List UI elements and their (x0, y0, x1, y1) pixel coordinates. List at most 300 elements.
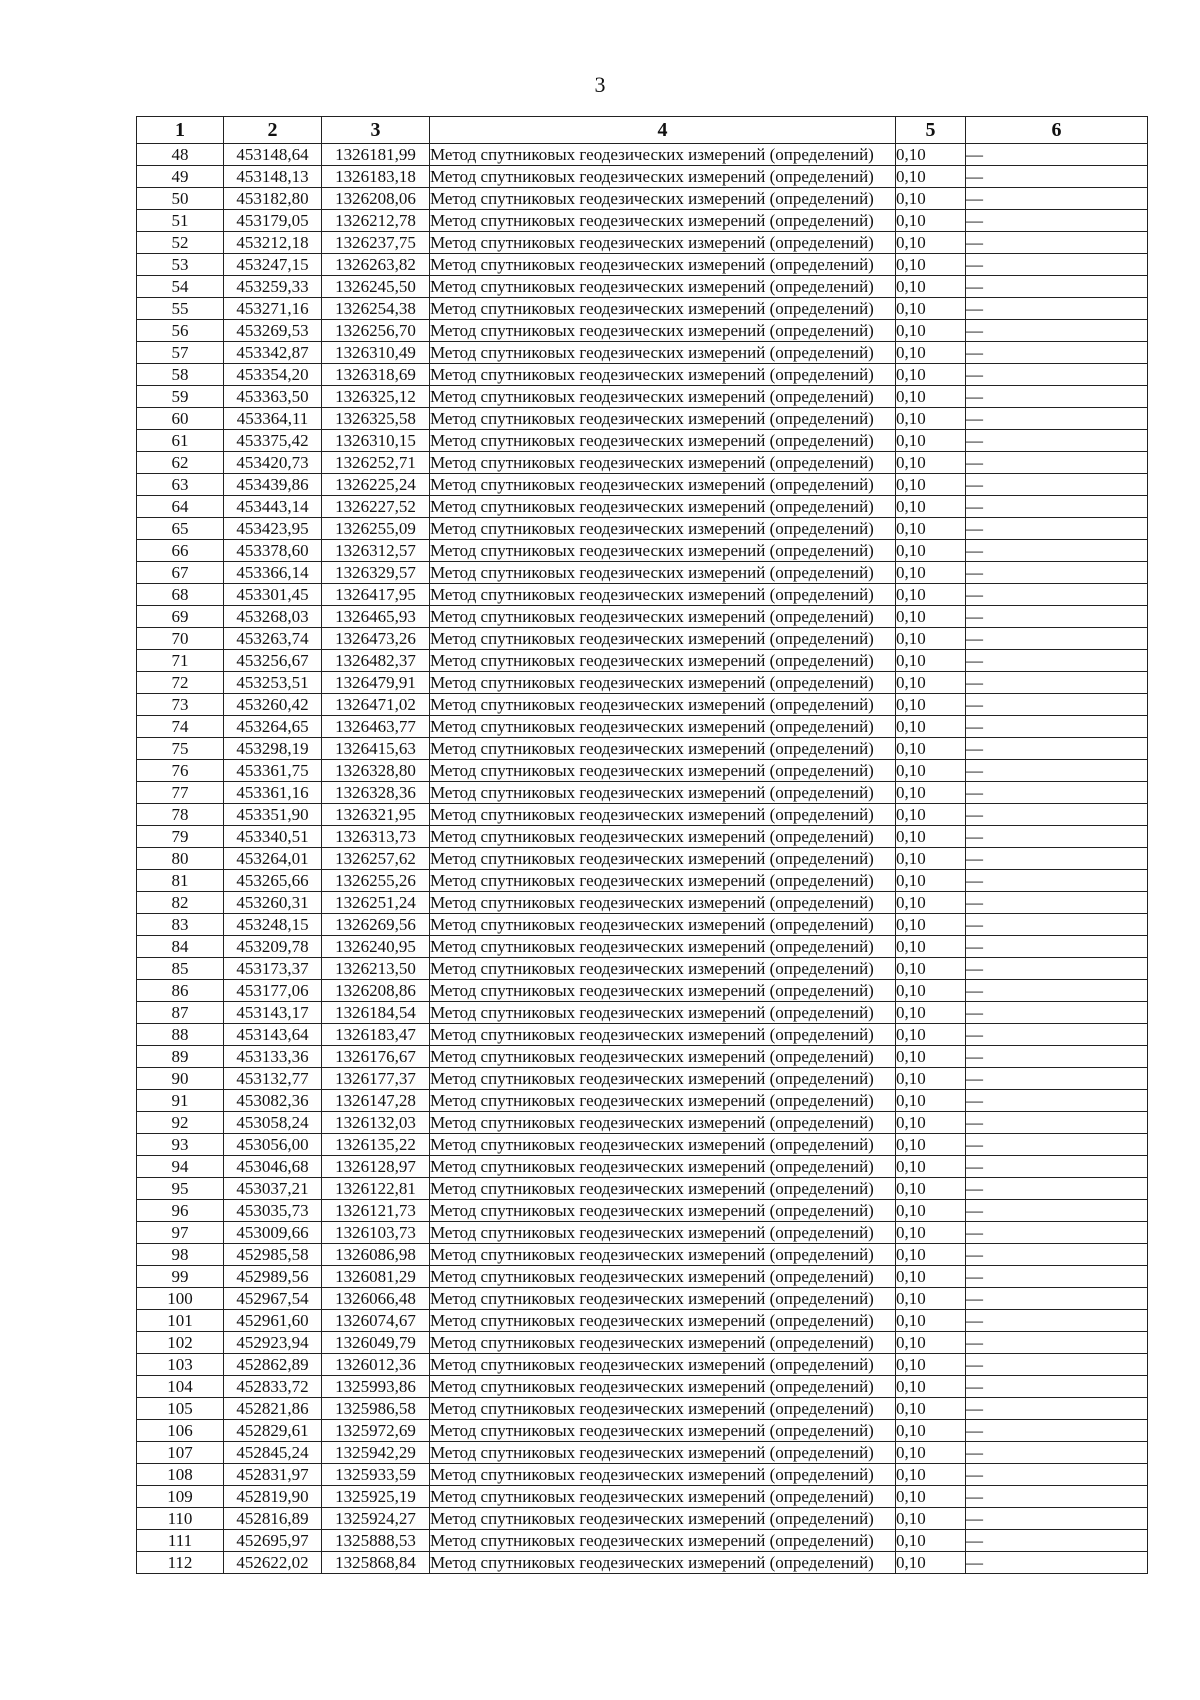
method-cell: Метод спутниковых геодезических измерений (определений) (430, 804, 896, 826)
table-header (137, 117, 1148, 144)
method-cell: Метод спутниковых геодезических измерений (определений) (430, 232, 896, 254)
y-coordinate-cell: 1326263,82 (322, 254, 430, 276)
y-coordinate-cell: 1326471,02 (322, 694, 430, 716)
y-coordinate-cell: 1326329,57 (322, 562, 430, 584)
x-coordinate-cell: 453182,80 (224, 188, 322, 210)
point-number-cell: 53 (137, 254, 224, 276)
method-cell: Метод спутниковых геодезических измерений (определений) (430, 1310, 896, 1332)
method-cell: Метод спутниковых геодезических измерений (определений) (430, 1200, 896, 1222)
y-coordinate-cell: 1326181,99 (322, 144, 430, 166)
note-cell: — (966, 474, 1148, 496)
point-number-cell: 92 (137, 1112, 224, 1134)
note-cell: — (966, 958, 1148, 980)
note-cell: — (966, 540, 1148, 562)
x-coordinate-cell: 453260,42 (224, 694, 322, 716)
point-number-cell: 74 (137, 716, 224, 738)
point-number-cell: 51 (137, 210, 224, 232)
x-coordinate-cell: 452829,61 (224, 1420, 322, 1442)
x-coordinate-cell: 452819,90 (224, 1486, 322, 1508)
accuracy-cell: 0,10 (896, 166, 966, 188)
method-cell: Метод спутниковых геодезических измерений (определений) (430, 716, 896, 738)
point-number-cell: 93 (137, 1134, 224, 1156)
y-coordinate-cell: 1326081,29 (322, 1266, 430, 1288)
accuracy-cell: 0,10 (896, 1442, 966, 1464)
point-number-cell: 80 (137, 848, 224, 870)
point-number-cell: 101 (137, 1310, 224, 1332)
x-coordinate-cell: 453056,00 (224, 1134, 322, 1156)
x-coordinate-cell: 453143,17 (224, 1002, 322, 1024)
x-coordinate-cell: 452695,97 (224, 1530, 322, 1552)
accuracy-cell: 0,10 (896, 210, 966, 232)
table-row (137, 1398, 1148, 1420)
header-col-2: 2 (224, 117, 322, 144)
point-number-cell: 61 (137, 430, 224, 452)
y-coordinate-cell: 1326086,98 (322, 1244, 430, 1266)
x-coordinate-cell: 453354,20 (224, 364, 322, 386)
note-cell: — (966, 1552, 1148, 1574)
y-coordinate-cell: 1326147,28 (322, 1090, 430, 1112)
point-number-cell: 67 (137, 562, 224, 584)
x-coordinate-cell: 453058,24 (224, 1112, 322, 1134)
table-row (137, 1244, 1148, 1266)
note-cell: — (966, 980, 1148, 1002)
x-coordinate-cell: 453361,75 (224, 760, 322, 782)
header-col-5: 5 (896, 117, 966, 144)
method-cell: Метод спутниковых геодезических измерений (определений) (430, 1508, 896, 1530)
table-row (137, 738, 1148, 760)
accuracy-cell: 0,10 (896, 870, 966, 892)
point-number-cell: 104 (137, 1376, 224, 1398)
method-cell: Метод спутниковых геодезических измерений (определений) (430, 826, 896, 848)
table-row (137, 144, 1148, 166)
y-coordinate-cell: 1326212,78 (322, 210, 430, 232)
method-cell: Метод спутниковых геодезических измерений (определений) (430, 1464, 896, 1486)
accuracy-cell: 0,10 (896, 892, 966, 914)
accuracy-cell: 0,10 (896, 782, 966, 804)
accuracy-cell: 0,10 (896, 936, 966, 958)
table-row (137, 1354, 1148, 1376)
table-row (137, 1068, 1148, 1090)
point-number-cell: 98 (137, 1244, 224, 1266)
method-cell: Метод спутниковых геодезических измерений (определений) (430, 298, 896, 320)
point-number-cell: 62 (137, 452, 224, 474)
point-number-cell: 99 (137, 1266, 224, 1288)
table-row (137, 386, 1148, 408)
table-body (137, 144, 1148, 1574)
method-cell: Метод спутниковых геодезических измерений (определений) (430, 738, 896, 760)
point-number-cell: 59 (137, 386, 224, 408)
note-cell: — (966, 496, 1148, 518)
x-coordinate-cell: 453259,33 (224, 276, 322, 298)
accuracy-cell: 0,10 (896, 408, 966, 430)
x-coordinate-cell: 453082,36 (224, 1090, 322, 1112)
table-row (137, 1442, 1148, 1464)
y-coordinate-cell: 1326121,73 (322, 1200, 430, 1222)
x-coordinate-cell: 453361,16 (224, 782, 322, 804)
accuracy-cell: 0,10 (896, 1354, 966, 1376)
note-cell: — (966, 1288, 1148, 1310)
accuracy-cell: 0,10 (896, 1222, 966, 1244)
x-coordinate-cell: 453423,95 (224, 518, 322, 540)
point-number-cell: 77 (137, 782, 224, 804)
x-coordinate-cell: 453366,14 (224, 562, 322, 584)
note-cell: — (966, 430, 1148, 452)
table-row (137, 804, 1148, 826)
y-coordinate-cell: 1325972,69 (322, 1420, 430, 1442)
page-number: 3 (594, 72, 606, 97)
point-number-cell: 55 (137, 298, 224, 320)
note-cell: — (966, 738, 1148, 760)
point-number-cell: 97 (137, 1222, 224, 1244)
y-coordinate-cell: 1326208,06 (322, 188, 430, 210)
point-number-cell: 64 (137, 496, 224, 518)
method-cell: Метод спутниковых геодезических измерений (определений) (430, 166, 896, 188)
note-cell: — (966, 716, 1148, 738)
note-cell: — (966, 298, 1148, 320)
note-cell: — (966, 936, 1148, 958)
method-cell: Метод спутниковых геодезических измерений (определений) (430, 1354, 896, 1376)
x-coordinate-cell: 453179,05 (224, 210, 322, 232)
y-coordinate-cell: 1326415,63 (322, 738, 430, 760)
point-number-cell: 91 (137, 1090, 224, 1112)
x-coordinate-cell: 453443,14 (224, 496, 322, 518)
table-row (137, 320, 1148, 342)
table-row (137, 1200, 1148, 1222)
x-coordinate-cell: 453209,78 (224, 936, 322, 958)
x-coordinate-cell: 453260,31 (224, 892, 322, 914)
table-row (137, 518, 1148, 540)
y-coordinate-cell: 1326269,56 (322, 914, 430, 936)
table-row (137, 936, 1148, 958)
note-cell: — (966, 210, 1148, 232)
y-coordinate-cell: 1326074,67 (322, 1310, 430, 1332)
accuracy-cell: 0,10 (896, 1112, 966, 1134)
y-coordinate-cell: 1326135,22 (322, 1134, 430, 1156)
point-number-cell: 102 (137, 1332, 224, 1354)
note-cell: — (966, 1002, 1148, 1024)
table-row (137, 1222, 1148, 1244)
y-coordinate-cell: 1326255,26 (322, 870, 430, 892)
point-number-cell: 108 (137, 1464, 224, 1486)
method-cell: Метод спутниковых геодезических измерений (определений) (430, 342, 896, 364)
method-cell: Метод спутниковых геодезических измерений (определений) (430, 650, 896, 672)
point-number-cell: 112 (137, 1552, 224, 1574)
accuracy-cell: 0,10 (896, 232, 966, 254)
accuracy-cell: 0,10 (896, 826, 966, 848)
x-coordinate-cell: 453364,11 (224, 408, 322, 430)
table-row (137, 1134, 1148, 1156)
method-cell: Метод спутниковых геодезических измерений (определений) (430, 1024, 896, 1046)
x-coordinate-cell: 453143,64 (224, 1024, 322, 1046)
method-cell: Метод спутниковых геодезических измерений (определений) (430, 892, 896, 914)
y-coordinate-cell: 1326177,37 (322, 1068, 430, 1090)
x-coordinate-cell: 453035,73 (224, 1200, 322, 1222)
note-cell: — (966, 1112, 1148, 1134)
note-cell: — (966, 1156, 1148, 1178)
accuracy-cell: 0,10 (896, 1266, 966, 1288)
note-cell: — (966, 1266, 1148, 1288)
x-coordinate-cell: 452961,60 (224, 1310, 322, 1332)
accuracy-cell: 0,10 (896, 1002, 966, 1024)
y-coordinate-cell: 1325888,53 (322, 1530, 430, 1552)
table-row (137, 848, 1148, 870)
method-cell: Метод спутниковых геодезических измерений (определений) (430, 606, 896, 628)
point-number-cell: 85 (137, 958, 224, 980)
method-cell: Метод спутниковых геодезических измерений (определений) (430, 1002, 896, 1024)
accuracy-cell: 0,10 (896, 496, 966, 518)
y-coordinate-cell: 1326237,75 (322, 232, 430, 254)
y-coordinate-cell: 1325933,59 (322, 1464, 430, 1486)
method-cell: Метод спутниковых геодезических измерений (определений) (430, 496, 896, 518)
note-cell: — (966, 1464, 1148, 1486)
y-coordinate-cell: 1325993,86 (322, 1376, 430, 1398)
accuracy-cell: 0,10 (896, 298, 966, 320)
accuracy-cell: 0,10 (896, 276, 966, 298)
x-coordinate-cell: 452989,56 (224, 1266, 322, 1288)
point-number-cell: 110 (137, 1508, 224, 1530)
point-number-cell: 48 (137, 144, 224, 166)
note-cell: — (966, 320, 1148, 342)
y-coordinate-cell: 1326463,77 (322, 716, 430, 738)
note-cell: — (966, 452, 1148, 474)
table-row (137, 188, 1148, 210)
method-cell: Метод спутниковых геодезических измерений (определений) (430, 452, 896, 474)
table-row (137, 166, 1148, 188)
point-number-cell: 58 (137, 364, 224, 386)
header-col-6: 6 (966, 117, 1148, 144)
point-number-cell: 68 (137, 584, 224, 606)
point-number-cell: 84 (137, 936, 224, 958)
table-row (137, 1310, 1148, 1332)
point-number-cell: 65 (137, 518, 224, 540)
method-cell: Метод спутниковых геодезических измерений (определений) (430, 1156, 896, 1178)
method-cell: Метод спутниковых геодезических измерений (определений) (430, 980, 896, 1002)
method-cell: Метод спутниковых геодезических измерений (определений) (430, 562, 896, 584)
coordinates-table (136, 116, 1148, 1574)
y-coordinate-cell: 1326325,12 (322, 386, 430, 408)
accuracy-cell: 0,10 (896, 518, 966, 540)
table-row (137, 408, 1148, 430)
x-coordinate-cell: 452923,94 (224, 1332, 322, 1354)
y-coordinate-cell: 1326122,81 (322, 1178, 430, 1200)
accuracy-cell: 0,10 (896, 650, 966, 672)
note-cell: — (966, 1024, 1148, 1046)
table-row (137, 606, 1148, 628)
note-cell: — (966, 1420, 1148, 1442)
accuracy-cell: 0,10 (896, 1288, 966, 1310)
point-number-cell: 100 (137, 1288, 224, 1310)
accuracy-cell: 0,10 (896, 1090, 966, 1112)
y-coordinate-cell: 1326128,97 (322, 1156, 430, 1178)
point-number-cell: 52 (137, 232, 224, 254)
table-row (137, 1464, 1148, 1486)
x-coordinate-cell: 453420,73 (224, 452, 322, 474)
y-coordinate-cell: 1326257,62 (322, 848, 430, 870)
method-cell: Метод спутниковых геодезических измерений (определений) (430, 1332, 896, 1354)
method-cell: Метод спутниковых геодезических измерений (определений) (430, 188, 896, 210)
x-coordinate-cell: 452831,97 (224, 1464, 322, 1486)
accuracy-cell: 0,10 (896, 584, 966, 606)
y-coordinate-cell: 1326132,03 (322, 1112, 430, 1134)
accuracy-cell: 0,10 (896, 980, 966, 1002)
x-coordinate-cell: 453248,15 (224, 914, 322, 936)
table-row (137, 584, 1148, 606)
header-row (137, 117, 1148, 144)
y-coordinate-cell: 1326227,52 (322, 496, 430, 518)
y-coordinate-cell: 1326254,38 (322, 298, 430, 320)
y-coordinate-cell: 1326310,15 (322, 430, 430, 452)
method-cell: Метод спутниковых геодезических измерений (определений) (430, 672, 896, 694)
accuracy-cell: 0,10 (896, 606, 966, 628)
method-cell: Метод спутниковых геодезических измерений (определений) (430, 1178, 896, 1200)
table-row (137, 474, 1148, 496)
note-cell: — (966, 518, 1148, 540)
y-coordinate-cell: 1326184,54 (322, 1002, 430, 1024)
x-coordinate-cell: 453148,64 (224, 144, 322, 166)
point-number-cell: 56 (137, 320, 224, 342)
method-cell: Метод спутниковых геодезических измерений (определений) (430, 760, 896, 782)
table-row (137, 1178, 1148, 1200)
x-coordinate-cell: 453173,37 (224, 958, 322, 980)
note-cell: — (966, 386, 1148, 408)
y-coordinate-cell: 1326251,24 (322, 892, 430, 914)
method-cell: Метод спутниковых геодезических измерений (определений) (430, 1288, 896, 1310)
point-number-cell: 50 (137, 188, 224, 210)
accuracy-cell: 0,10 (896, 144, 966, 166)
point-number-cell: 63 (137, 474, 224, 496)
method-cell: Метод спутниковых геодезических измерений (определений) (430, 1134, 896, 1156)
method-cell: Метод спутниковых геодезических измерений (определений) (430, 870, 896, 892)
method-cell: Метод спутниковых геодезических измерений (определений) (430, 1222, 896, 1244)
accuracy-cell: 0,10 (896, 386, 966, 408)
method-cell: Метод спутниковых геодезических измерений (определений) (430, 848, 896, 870)
point-number-cell: 103 (137, 1354, 224, 1376)
y-coordinate-cell: 1326482,37 (322, 650, 430, 672)
accuracy-cell: 0,10 (896, 1024, 966, 1046)
accuracy-cell: 0,10 (896, 1420, 966, 1442)
y-coordinate-cell: 1326252,71 (322, 452, 430, 474)
x-coordinate-cell: 452845,24 (224, 1442, 322, 1464)
y-coordinate-cell: 1326465,93 (322, 606, 430, 628)
table-row (137, 826, 1148, 848)
y-coordinate-cell: 1326255,09 (322, 518, 430, 540)
x-coordinate-cell: 453264,65 (224, 716, 322, 738)
method-cell: Метод спутниковых геодезических измерений (определений) (430, 584, 896, 606)
accuracy-cell: 0,10 (896, 474, 966, 496)
table-row (137, 1508, 1148, 1530)
table-row (137, 1552, 1148, 1574)
accuracy-cell: 0,10 (896, 738, 966, 760)
method-cell: Метод спутниковых геодезических измерений (определений) (430, 364, 896, 386)
x-coordinate-cell: 453133,36 (224, 1046, 322, 1068)
x-coordinate-cell: 453378,60 (224, 540, 322, 562)
note-cell: — (966, 342, 1148, 364)
accuracy-cell: 0,10 (896, 1244, 966, 1266)
y-coordinate-cell: 1326213,50 (322, 958, 430, 980)
table-row (137, 298, 1148, 320)
x-coordinate-cell: 452985,58 (224, 1244, 322, 1266)
method-cell: Метод спутниковых геодезических измерений (определений) (430, 1090, 896, 1112)
table-row (137, 672, 1148, 694)
method-cell: Метод спутниковых геодезических измерений (определений) (430, 914, 896, 936)
x-coordinate-cell: 452833,72 (224, 1376, 322, 1398)
accuracy-cell: 0,10 (896, 672, 966, 694)
point-number-cell: 105 (137, 1398, 224, 1420)
y-coordinate-cell: 1326012,36 (322, 1354, 430, 1376)
point-number-cell: 66 (137, 540, 224, 562)
method-cell: Метод спутниковых геодезических измерений (определений) (430, 210, 896, 232)
note-cell: — (966, 1332, 1148, 1354)
note-cell: — (966, 870, 1148, 892)
table-row (137, 254, 1148, 276)
y-coordinate-cell: 1326328,36 (322, 782, 430, 804)
accuracy-cell: 0,10 (896, 1200, 966, 1222)
note-cell: — (966, 188, 1148, 210)
method-cell: Метод спутниковых геодезических измерений (определений) (430, 1552, 896, 1574)
method-cell: Метод спутниковых геодезических измерений (определений) (430, 430, 896, 452)
table-row (137, 430, 1148, 452)
x-coordinate-cell: 453351,90 (224, 804, 322, 826)
note-cell: — (966, 672, 1148, 694)
x-coordinate-cell: 453375,42 (224, 430, 322, 452)
method-cell: Метод спутниковых геодезических измерений (определений) (430, 254, 896, 276)
table-row (137, 760, 1148, 782)
table-row (137, 914, 1148, 936)
x-coordinate-cell: 453037,21 (224, 1178, 322, 1200)
y-coordinate-cell: 1325924,27 (322, 1508, 430, 1530)
x-coordinate-cell: 453256,67 (224, 650, 322, 672)
accuracy-cell: 0,10 (896, 1046, 966, 1068)
y-coordinate-cell: 1326321,95 (322, 804, 430, 826)
x-coordinate-cell: 453046,68 (224, 1156, 322, 1178)
y-coordinate-cell: 1326479,91 (322, 672, 430, 694)
table-row (137, 210, 1148, 232)
accuracy-cell: 0,10 (896, 1508, 966, 1530)
note-cell: — (966, 694, 1148, 716)
table-row (137, 1420, 1148, 1442)
table-row (137, 870, 1148, 892)
x-coordinate-cell: 453148,13 (224, 166, 322, 188)
y-coordinate-cell: 1326417,95 (322, 584, 430, 606)
table-row (137, 1332, 1148, 1354)
method-cell: Метод спутниковых геодезических измерений (определений) (430, 782, 896, 804)
accuracy-cell: 0,10 (896, 1178, 966, 1200)
table-row (137, 892, 1148, 914)
table-row (137, 980, 1148, 1002)
x-coordinate-cell: 453342,87 (224, 342, 322, 364)
y-coordinate-cell: 1326328,80 (322, 760, 430, 782)
table-row (137, 1376, 1148, 1398)
y-coordinate-cell: 1326318,69 (322, 364, 430, 386)
note-cell: — (966, 1376, 1148, 1398)
x-coordinate-cell: 453247,15 (224, 254, 322, 276)
method-cell: Метод спутниковых геодезических измерений (определений) (430, 1530, 896, 1552)
accuracy-cell: 0,10 (896, 848, 966, 870)
table-row (137, 782, 1148, 804)
note-cell: — (966, 1068, 1148, 1090)
table-row (137, 694, 1148, 716)
x-coordinate-cell: 453253,51 (224, 672, 322, 694)
point-number-cell: 95 (137, 1178, 224, 1200)
table-row (137, 1024, 1148, 1046)
point-number-cell: 88 (137, 1024, 224, 1046)
note-cell: — (966, 1222, 1148, 1244)
note-cell: — (966, 848, 1148, 870)
x-coordinate-cell: 452967,54 (224, 1288, 322, 1310)
accuracy-cell: 0,10 (896, 254, 966, 276)
point-number-cell: 72 (137, 672, 224, 694)
y-coordinate-cell: 1326473,26 (322, 628, 430, 650)
